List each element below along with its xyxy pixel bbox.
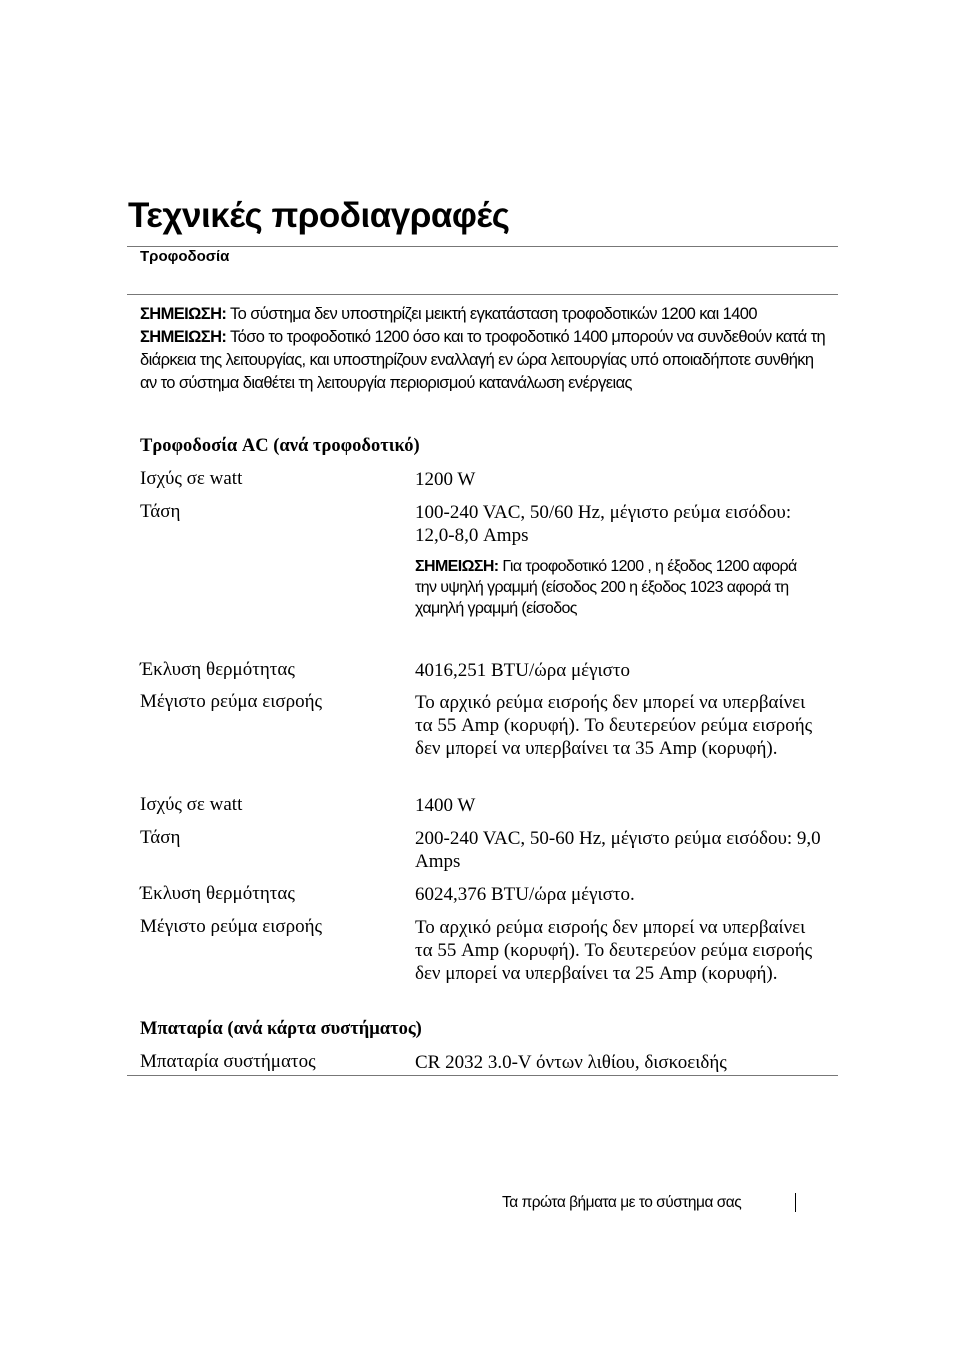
page-title: Τεχνικές προδιαγραφές	[128, 196, 510, 235]
spec-label: Τάση	[140, 827, 181, 848]
title-rule	[127, 246, 838, 247]
spec-value: 1200 W	[415, 469, 476, 490]
voltage-note	[415, 556, 800, 619]
note-label: ΣΗΜΕΙΩΣΗ:	[415, 558, 499, 575]
spec-label: Μπαταρία συστήματος	[140, 1051, 316, 1072]
subheading-rule	[127, 294, 838, 295]
spec-value: Το αρχικό ρεύμα εισροής δεν μπορεί να υπερβαίνει τα 55 Amp (κορυφή). Το δευτερεύον ρεύμα εισροής δεν μπορεί να υπερβαίνει τα 35 Amp (κορυφή).	[415, 692, 813, 760]
note-label: ΣΗΜΕΙΩΣΗ:	[140, 305, 227, 323]
note-text: Για τροφοδοτικό 1200 , η έξοδος 1200 αφορά την υψηλή γραμμή (είσοδος 200 η έξοδος 1023 αφορά τη χαμηλή γραμμή (είσοδος	[415, 558, 797, 617]
spec-label: Έκλυση θερμότητας	[140, 659, 295, 680]
spec-value: 1400 W	[415, 795, 476, 816]
note-label: ΣΗΜΕΙΩΣΗ:	[140, 328, 227, 346]
spec-label: Μέγιστο ρεύμα εισροής	[140, 916, 323, 937]
spec-label: Τάση	[140, 501, 181, 522]
note-text: Τόσο το τροφοδοτικό 1200 όσο και το τροφοδοτικό 1400 μπορούν να συνδεθούν κατά τη διάρκεια της λειτουργίας, και υποστηρίζουν εναλλαγή εν ώρα λειτουργίας υπό οποιαδήποτε συνθήκη αν το σύστημα διαθέτει τη λειτουργία περιορισμού κατανάλωση ενέργειας	[140, 328, 826, 392]
spec-label: Ισχύς σε watt	[140, 794, 243, 815]
spec-value: 100-240 VAC, 50/60 Hz, μέγιστο ρεύμα εισόδου: 12,0-8,0 Amps	[415, 502, 792, 547]
spec-value: 200-240 VAC, 50-60 Hz, μέγιστο ρεύμα εισόδου: 9,0 Amps	[415, 828, 821, 873]
note-hot-swap	[140, 326, 830, 395]
spec-label: Ισχύς σε watt	[140, 468, 243, 489]
spec-value: 6024,376 BTU/ώρα μέγιστο.	[415, 884, 635, 905]
spec-label: Έκλυση θερμότητας	[140, 883, 295, 904]
spec-value: CR 2032 3.0-V όντων λιθίου, δισκοειδής	[415, 1052, 727, 1073]
section-subheading: Τροφοδοσία	[140, 248, 230, 265]
spec-value: Το αρχικό ρεύμα εισροής δεν μπορεί να υπερβαίνει τα 55 Amp (κορυφή). Το δευτερεύον ρεύμα εισροής δεν μπορεί να υπερβαίνει τα 25 Amp (κορυφή).	[415, 917, 813, 985]
spec-value: 4016,251 BTU/ώρα μέγιστο	[415, 660, 631, 681]
ac-section-heading: Τροφοδοσία AC (ανά τροφοδοτικό)	[140, 436, 420, 456]
note-mixed-install	[140, 303, 840, 326]
battery-section-heading: Μπαταρία (ανά κάρτα συστήματος)	[140, 1019, 422, 1039]
footer-text: Τα πρώτα βήματα με το σύστημα σας	[502, 1194, 742, 1211]
spec-label: Μέγιστο ρεύμα εισροής	[140, 691, 323, 712]
note-text: Το σύστημα δεν υποστηρίζει μεικτή εγκατάσταση τροφοδοτικών 1200 και 1400	[226, 305, 757, 323]
table-bottom-rule	[127, 1075, 838, 1076]
footer-divider	[795, 1193, 796, 1212]
